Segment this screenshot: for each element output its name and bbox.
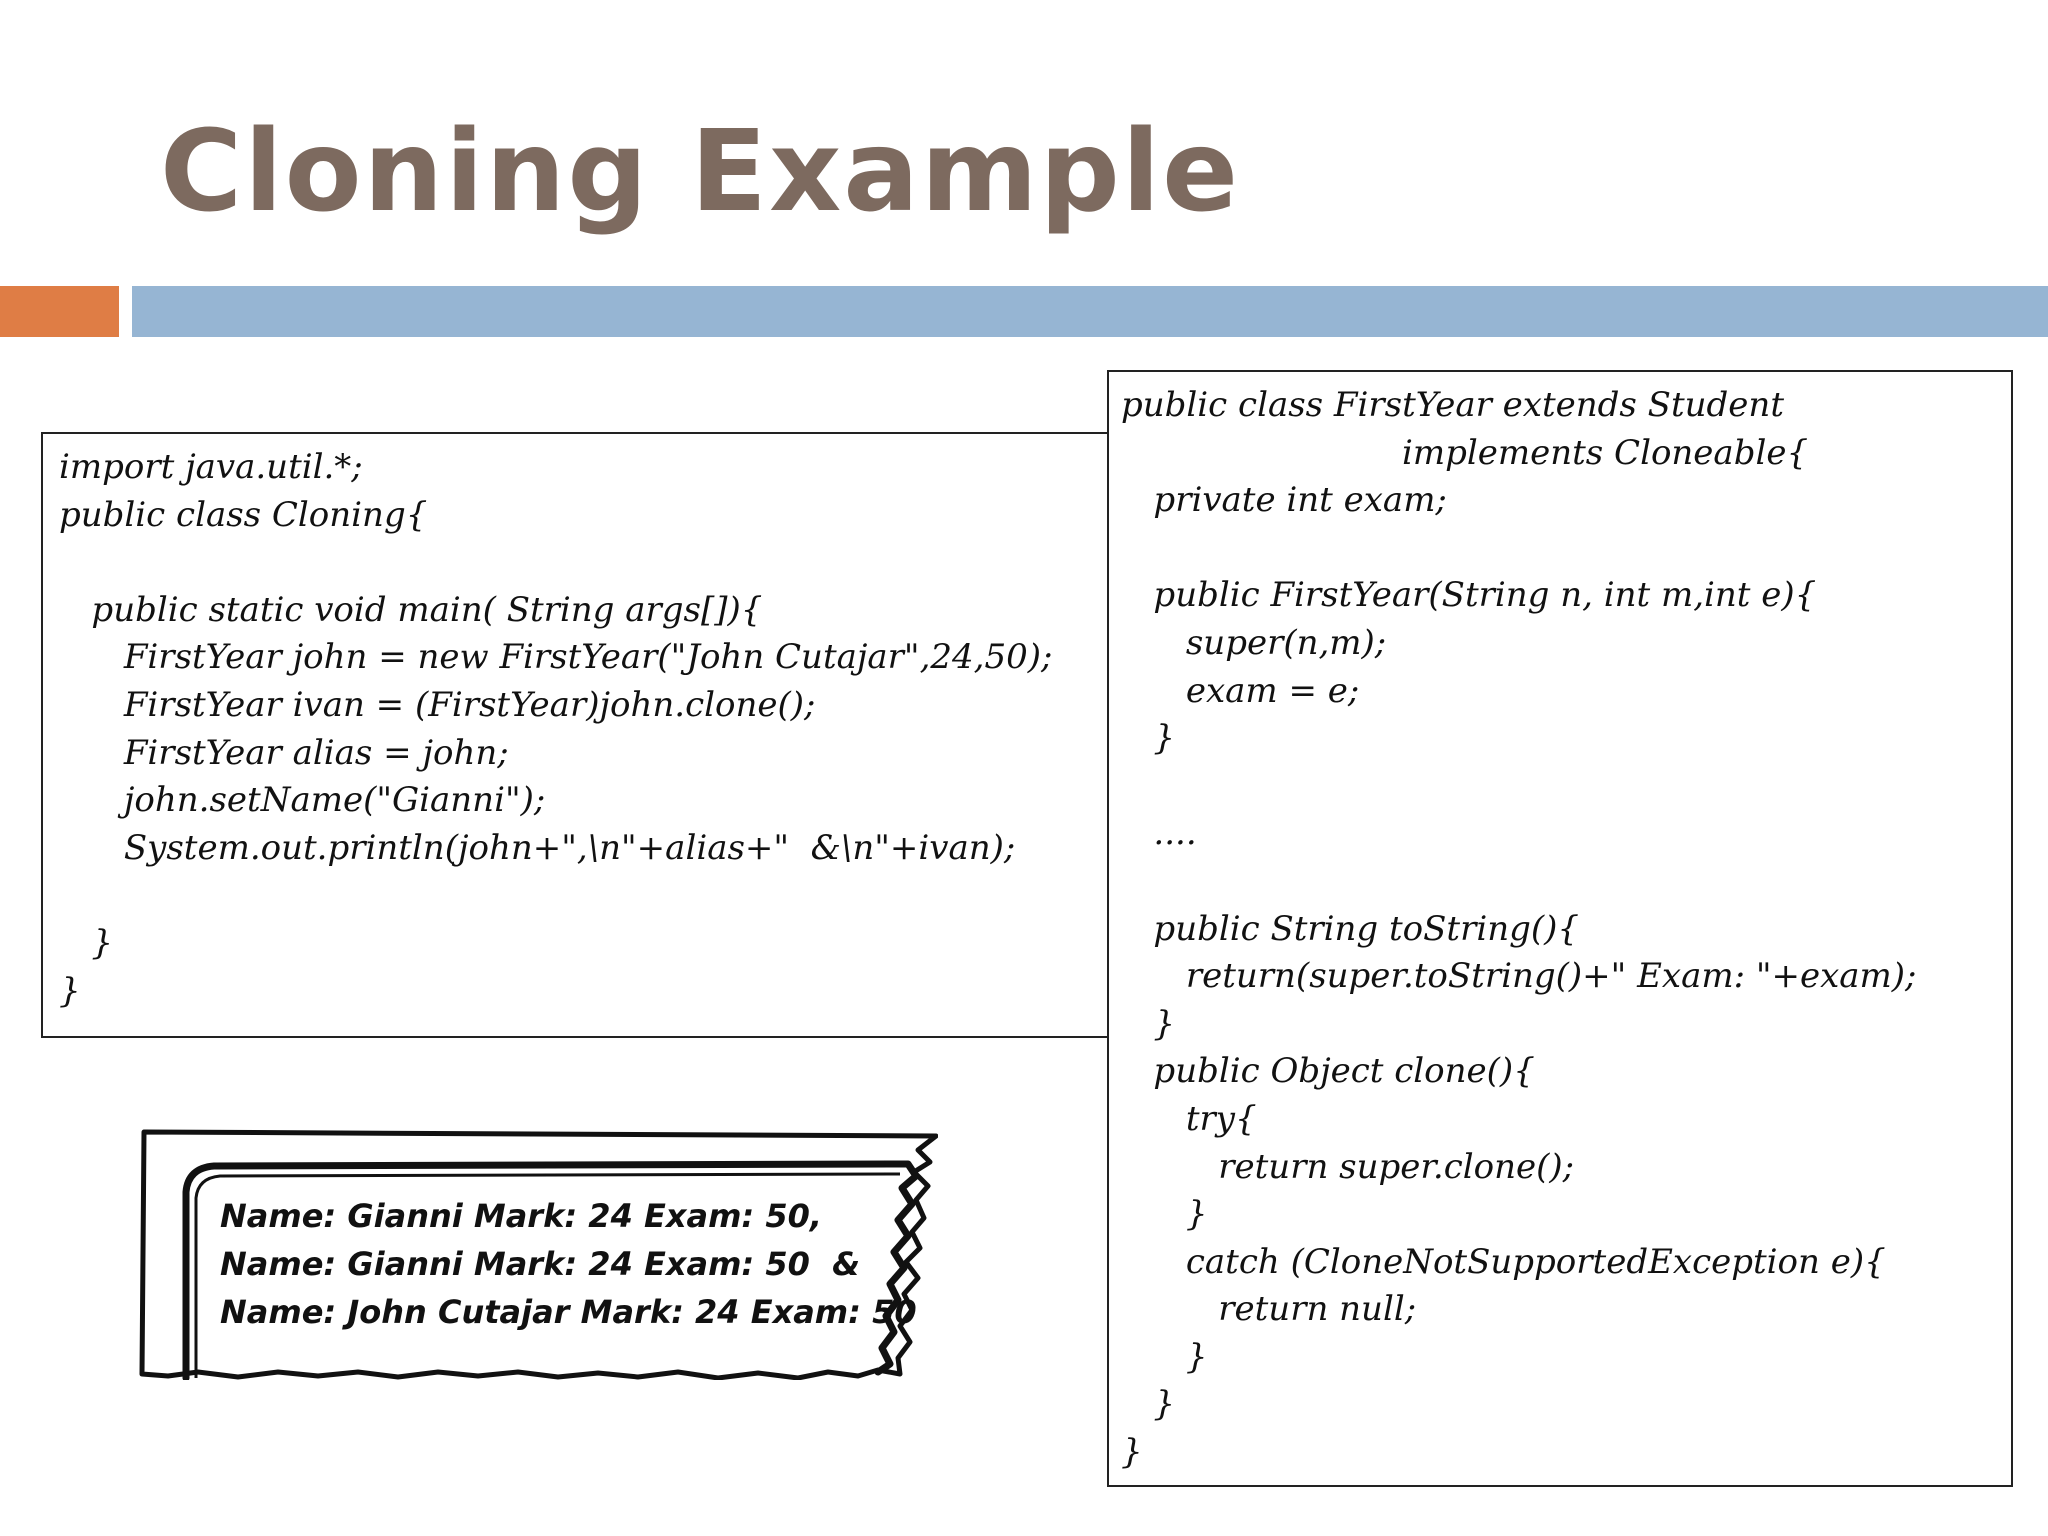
code-line bbox=[1121, 763, 2011, 811]
console-output-text bbox=[220, 1192, 917, 1336]
code-line: import java.util.*; bbox=[59, 447, 363, 487]
code-line: } bbox=[59, 922, 114, 963]
code-line: FirstYear alias = john; bbox=[59, 732, 509, 773]
code-line: implements Cloneable{ bbox=[1121, 432, 1809, 473]
code-line: System.out.println(john+",\n"+alias+" &\n"+ivan); bbox=[59, 827, 1016, 868]
code-line: private int exam; bbox=[1121, 480, 1447, 521]
code-line: .... bbox=[1121, 813, 1197, 854]
cloning-code-box bbox=[41, 432, 1113, 1038]
output-line: Name: Gianni Mark: 24 Exam: 50, bbox=[220, 1197, 823, 1235]
code-line: } bbox=[1121, 1194, 1208, 1235]
code-line: FirstYear ivan = (FirstYear)john.clone(); bbox=[59, 684, 816, 725]
code-line: public FirstYear(String n, int m,int e){ bbox=[1121, 575, 1817, 616]
code-line: public class FirstYear extends Student bbox=[1121, 385, 1784, 425]
code-line: } bbox=[1121, 1336, 1208, 1377]
code-line: return null; bbox=[1121, 1289, 1417, 1330]
code-line: } bbox=[1121, 1432, 1143, 1473]
code-line bbox=[1121, 525, 2011, 573]
code-line: } bbox=[59, 970, 81, 1011]
code-line: } bbox=[1121, 718, 1176, 759]
code-line: } bbox=[1121, 1384, 1176, 1425]
code-line: } bbox=[1121, 1003, 1176, 1044]
title-accent-bar-blue bbox=[132, 286, 2048, 337]
code-line: FirstYear john = new FirstYear("John Cutajar",24,50); bbox=[59, 637, 1053, 678]
code-line bbox=[1121, 858, 2011, 906]
title-accent-bar-orange bbox=[0, 286, 119, 337]
code-line: try{ bbox=[1121, 1098, 1257, 1139]
console-output-paper bbox=[138, 1128, 938, 1380]
code-line bbox=[59, 872, 1111, 920]
code-line: public String toString(){ bbox=[1121, 908, 1580, 949]
code-line: catch (CloneNotSupportedException e){ bbox=[1121, 1241, 1886, 1282]
code-line: john.setName("Gianni"); bbox=[59, 780, 546, 821]
output-line: Name: John Cutajar Mark: 24 Exam: 50 bbox=[220, 1293, 917, 1331]
output-line: Name: Gianni Mark: 24 Exam: 50 & bbox=[220, 1245, 861, 1283]
code-line: public static void main( String args[]){ bbox=[59, 589, 763, 630]
firstyear-code-box bbox=[1107, 370, 2013, 1487]
code-line: return super.clone(); bbox=[1121, 1146, 1575, 1187]
code-line: exam = e; bbox=[1121, 670, 1360, 711]
slide-title: Cloning Example bbox=[160, 107, 1241, 237]
code-line: return(super.toString()+" Exam: "+exam); bbox=[1121, 956, 1917, 997]
code-line: public class Cloning{ bbox=[59, 494, 428, 535]
code-line bbox=[59, 539, 1111, 587]
code-line: super(n,m); bbox=[1121, 622, 1387, 663]
code-line: public Object clone(){ bbox=[1121, 1051, 1535, 1092]
